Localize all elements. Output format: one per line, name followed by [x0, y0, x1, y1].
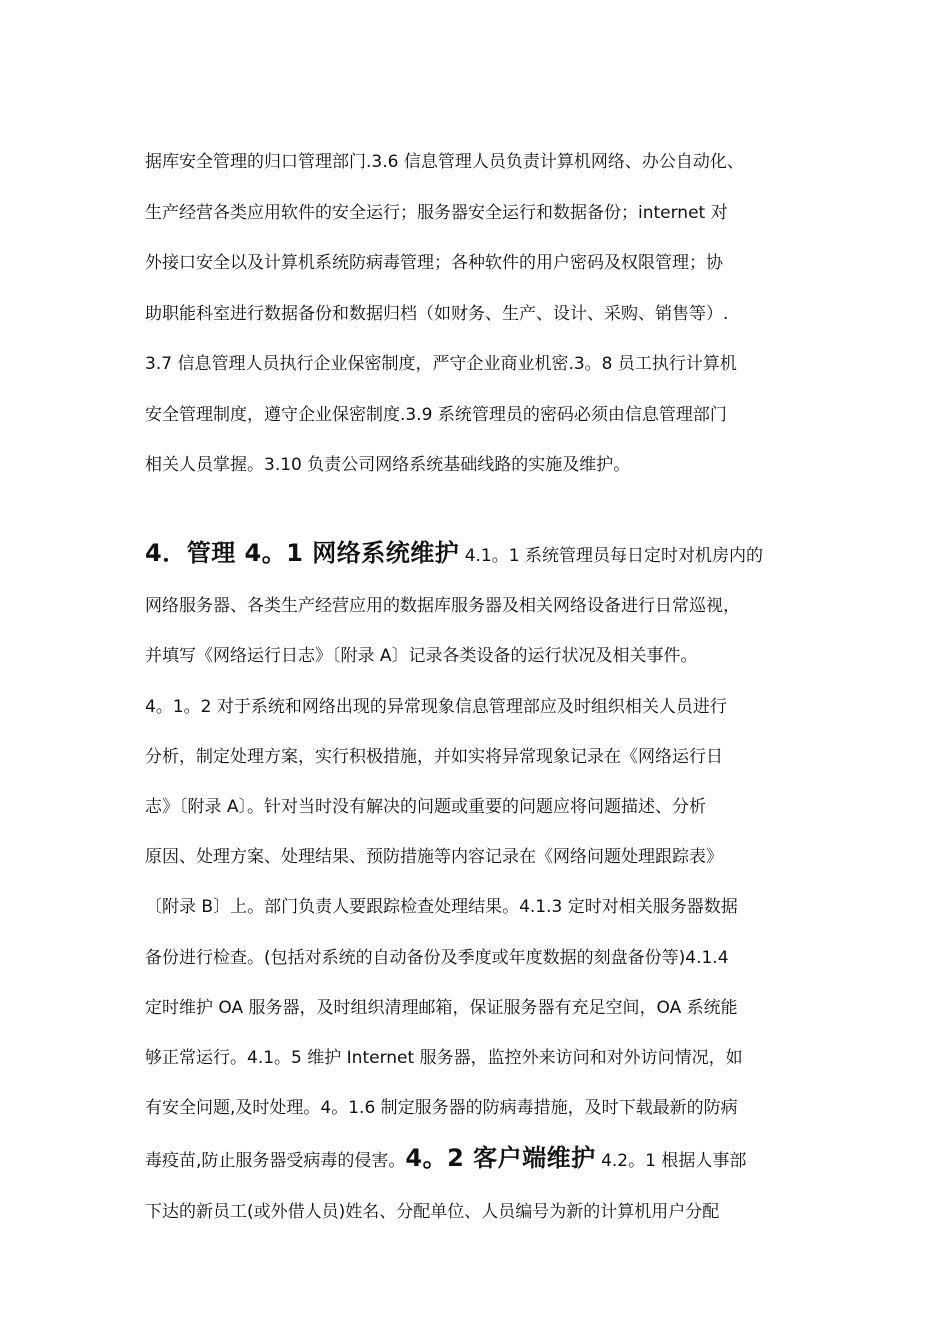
text-line: 网络服务器、各类生产经营应用的数据库服务器及相关网络设备进行日常巡视， — [145, 596, 740, 617]
text-line: 相关人员掌握。3.10 负责公司网络系统基础线路的实施及维护。 — [145, 455, 631, 475]
section-heading: 4．管理 4。1 网络系统维护 — [145, 539, 460, 567]
text-line: 〔附录 B〕上。部门负责人要跟踪检查处理结果。4.1.3 定时对相关服务器数据 — [145, 897, 738, 918]
text-line: 够正常运行。4.1。5 维护 Internet 服务器，监控外来访问和对外访问情况，如 — [145, 1048, 743, 1069]
text-line: 并填写《网络运行日志》〔附录 A〕记录各类设备的运行状况及相关事件。 — [145, 646, 698, 667]
text-line: 分析，制定处理方案，实行积极措施，并如实将异常现象记录在《网络运行日 — [145, 746, 723, 767]
text-line: 定时维护 OA 服务器，及时组织清理邮箱，保证服务器有充足空间，OA 系统能 — [145, 997, 738, 1018]
text-line: 4。1。2 对于系统和网络出现的异常现象信息管理部应及时组织相关人员进行 — [145, 696, 727, 717]
paragraph-section-3 — [145, 137, 810, 491]
text-line: 据库安全管理的归口管理部门.3.6 信息管理人员负责计算机网络、办公自动化、 — [145, 152, 744, 172]
text-line: 志》〔附录 A〕。针对当时没有解决的问题或重要的问题应将问题描述、分析 — [145, 797, 707, 818]
subsection-heading: 4。2 客户端维护 — [405, 1144, 596, 1173]
text-line: 生产经营各类应用软件的安全运行；服务器安全运行和数据备份；internet 对 — [145, 202, 728, 223]
text-line: 下达的新员工(或外借人员)姓名、分配单位、人员编号为新的计算机用户分配 — [145, 1201, 720, 1222]
text-line: 有安全问题,及时处理。4。1.6 制定服务器的防病毒措施，及时下载最新的防病 — [145, 1098, 738, 1119]
text-line: 3.7 信息管理人员执行企业保密制度，严守企业商业机密.3。8 员工执行计算机 — [145, 354, 737, 374]
text-line: 助职能科室进行数据备份和数据归档（如财务、生产、设计、采购、销售等）. — [145, 303, 729, 324]
text-line: 安全管理制度，遵守企业保密制度.3.9 系统管理员的密码必须由信息管理部门 — [145, 404, 727, 425]
text-line: 备份进行检查。(包括对系统的自动备份及季度或年度数据的刻盘备份等)4.1.4 — [145, 947, 729, 968]
text-line: 原因、处理方案、处理结果、预防措施等内容记录在《网络问题处理跟踪表》 — [145, 847, 723, 868]
text-line — [145, 1133, 810, 1186]
text-run: 4.1。1 系统管理员每日定时对机房内的 — [459, 546, 763, 566]
paragraph-section-4 — [145, 528, 810, 1237]
text-run: 毒疫苗,防止服务器受病毒的侵害。 — [145, 1151, 406, 1172]
text-line — [145, 528, 810, 581]
text-run: 4.2。1 根据人事部 — [595, 1151, 747, 1172]
text-line: 外接口安全以及计算机系统防病毒管理；各种软件的用户密码及权限管理；协 — [145, 253, 723, 273]
